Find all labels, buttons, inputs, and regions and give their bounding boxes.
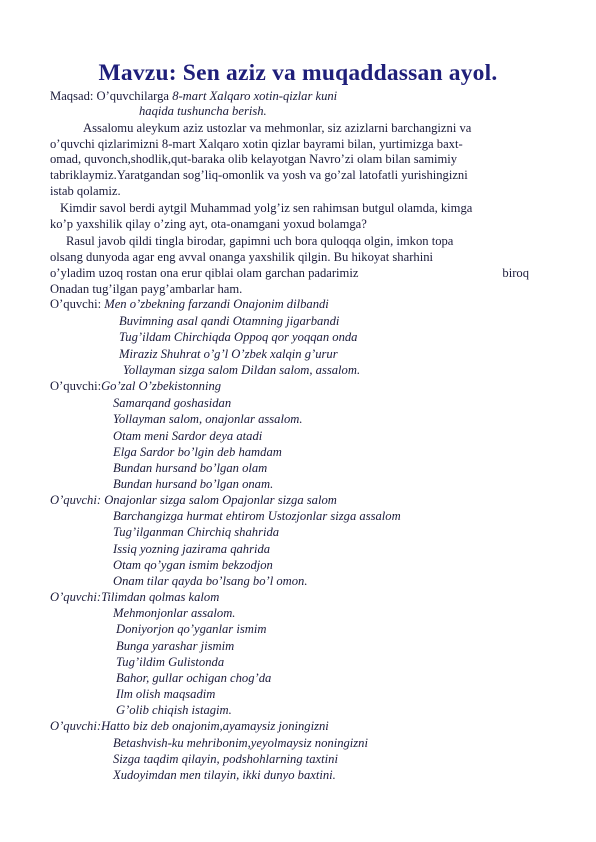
poem-line: Otam qo’ygan ismim bekzodjon xyxy=(113,558,273,572)
poem-line: Miraziz Shuhrat o’g’l O’zbek xalqin g’urur xyxy=(119,347,338,361)
stanza-4-first-line xyxy=(50,590,219,605)
poem-line: Bunga yarashar jismim xyxy=(116,639,235,653)
poem-line: Xudoyimdan men tilayin, ikki dunyo baxtini. xyxy=(113,768,336,782)
story-line xyxy=(50,266,529,281)
purpose-line-2: haqida tushuncha berish. xyxy=(139,104,267,118)
poem-line: Betashvish-ku mehribonim,yeyolmaysiz noningizni xyxy=(113,736,368,750)
intro-line: o’quvchi qizlarimizni 8-mart Xalqaro xotin qizlar bayrami bilan, yurtimizga baxt- xyxy=(50,137,463,151)
speaker-label: O’quvchi: xyxy=(50,493,105,507)
poem-line: Issiq yozning jazirama qahrida xyxy=(113,542,271,556)
story-line: olsang dunyoda agar eng avval onanga yaxshilik qilgin. Bu hikoyat sharhini xyxy=(50,250,433,264)
poem-line: G’olib chiqish istagim. xyxy=(116,703,232,717)
poem-line: Tug’ildam Chirchiqda Oppoq qor yoqqan onda xyxy=(119,330,358,344)
intro-line: Assalomu aleykum aziz ustozlar va mehmonlar, siz azizlarni barchangizni va xyxy=(83,121,472,135)
poem-line: Go’zal O’zbekistonning xyxy=(101,379,222,393)
intro-line: tabriklaymiz.Yaratgandan sog’liq-omonlik va yosh va go’zal latofatli yurishingizni xyxy=(50,168,468,182)
purpose-label: Maqsad: O’quvchilarga xyxy=(50,89,173,103)
poem-line: Onajonlar sizga salom Opajonlar sizga salom xyxy=(104,493,337,507)
poem-line: Tug’ilganman Chirchiq shahrida xyxy=(113,525,280,539)
poem-line: Tilimdan qolmas kalom xyxy=(101,590,220,604)
story-line: ko’p yaxshilik qilay o’zing ayt, ota-onamgani yoxud bolamga? xyxy=(50,217,367,231)
poem-line: Yollayman sizga salom Dildan salom, assalom. xyxy=(123,363,361,377)
stanza-3-first-line xyxy=(50,493,337,508)
poem-line: Tug’ildim Gulistonda xyxy=(116,655,225,669)
poem-line: Bundan hursand bo’lgan olam xyxy=(113,461,268,475)
purpose-italic: 8-mart Xalqaro xotin-qizlar kuni xyxy=(172,89,338,103)
intro-line: omad, quvonch,shodlik,qut-baraka olib kelayotgan Navro’zi olam bilan samimiy xyxy=(50,152,458,166)
story-line-part: o’yladim uzoq rostan ona erur qiblai olam garchan padarimiz xyxy=(50,266,359,280)
poem-line: Bahor, gullar ochigan chog’da xyxy=(116,671,272,685)
poem-line: Hatto biz deb onajonim,ayamaysiz joningizni xyxy=(101,719,329,733)
stanza-5-first-line xyxy=(50,719,329,734)
poem-line: Buvimning asal qandi Otamning jigarbandi xyxy=(119,314,340,328)
story-line-part: biroq xyxy=(502,266,529,280)
poem-line: Doniyorjon qo’yganlar ismim xyxy=(116,622,267,636)
stanza-2-first-line xyxy=(50,379,221,394)
poem-line: Bundan hursand bo’lgan onam. xyxy=(113,477,274,491)
stanza-1-first-line xyxy=(50,297,329,312)
purpose-line xyxy=(50,89,337,104)
intro-line: istab qolamiz. xyxy=(50,184,121,198)
poem-line: Otam meni Sardor deya atadi xyxy=(113,429,263,443)
speaker-label: O’quvchi: xyxy=(50,379,102,393)
poem-line: Elga Sardor bo’lgin deb hamdam xyxy=(113,445,282,459)
poem-line: Mehmonjonlar assalom. xyxy=(113,606,236,620)
poem-line: Onam tilar qayda bo’lsang bo’l omon. xyxy=(113,574,308,588)
poem-line: Sizga taqdim qilayin, podshohlarning taxtini xyxy=(113,752,338,766)
story-line: Rasul javob qildi tingla birodar, gapimni uch bora quloqqa olgin, imkon topa xyxy=(66,234,454,248)
page-title: Mavzu: Sen aziz va muqaddassan ayol. xyxy=(98,60,498,86)
story-line: Onadan tug’ilgan payg’ambarlar ham. xyxy=(50,282,243,296)
poem-line: Samarqand goshasidan xyxy=(113,396,232,410)
poem-line: Ilm olish maqsadim xyxy=(116,687,216,701)
poem-line: Yollayman salom, onajonlar assalom. xyxy=(113,412,303,426)
speaker-label: O’quvchi: xyxy=(50,297,105,311)
speaker-label: O’quvchi: xyxy=(50,590,102,604)
story-line: Kimdir savol berdi aytgil Muhammad yolg’iz sen rahimsan butgul olamda, kimga xyxy=(60,201,473,215)
poem-line: Men o’zbekning farzandi Onajonim dilbandi xyxy=(104,297,329,311)
poem-line: Barchangizga hurmat ehtirom Ustozjonlar sizga assalom xyxy=(113,509,401,523)
speaker-label: O’quvchi: xyxy=(50,719,102,733)
